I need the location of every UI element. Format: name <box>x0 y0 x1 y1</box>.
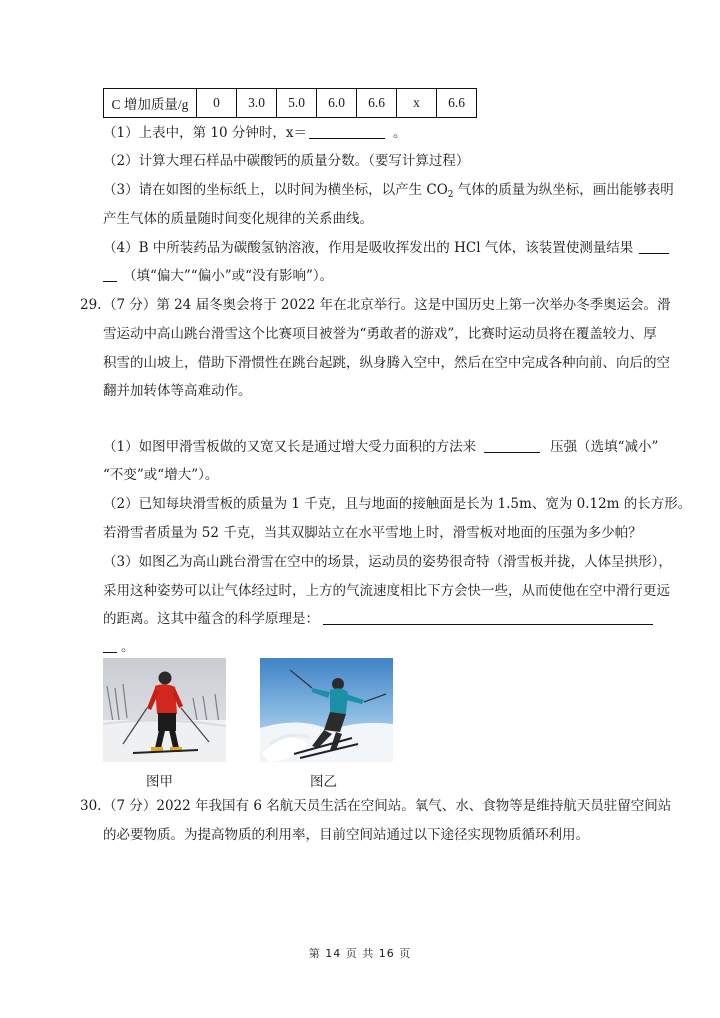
q29-intro-line2: 雪运动中高山跳台滑雪这个比赛项目被誉为“勇敢者的游戏”，比赛时运动员将在覆盖较力、厚 <box>103 326 657 342</box>
answer-blank[interactable] <box>484 438 540 453</box>
q30-line2: 的必要物质。为提高物质的利用率，目前空间站通过以下途径实现物质循环利用。 <box>103 827 589 843</box>
q28-sub3-line2: 产生气体的质量随时间变化规律的关系曲线。 <box>103 211 373 227</box>
q29-intro-line3: 积雪的山坡上，借助下滑惯性在跳台起跳，纵身腾入空中，然后在空中完成各种向前、向后的空 <box>103 355 670 371</box>
skier-blue-image <box>260 658 393 762</box>
table-cell: 5.0 <box>277 89 317 118</box>
page-footer: 第 14 页 共 16 页 <box>308 947 412 960</box>
table-cell: 6.6 <box>357 89 397 118</box>
mass-increase-table <box>103 88 477 118</box>
table-cell: 0 <box>197 89 237 118</box>
q29-sub1-line2: “不变”或“增大”）。 <box>103 467 219 483</box>
table-cell: x <box>397 89 437 118</box>
q29-number: 29. <box>80 297 102 313</box>
answer-blank[interactable] <box>103 638 117 653</box>
skier-red-image <box>103 658 226 762</box>
q28-sub4-line1: （4）B 中所装药品为碳酸氢钠溶液，作用是吸收挥发出的 HCl 气体，该装置使测量结果 <box>103 238 669 258</box>
table-cell: 3.0 <box>237 89 277 118</box>
answer-blank[interactable] <box>639 239 669 254</box>
q29-sub2-line2: 若滑雪者质量为 52 千克，当其双脚站立在水平雪地上时，滑雪板对地面的压强为多少帕？ <box>103 525 642 541</box>
answer-blank[interactable] <box>323 610 653 625</box>
table-cell: 6.0 <box>317 89 357 118</box>
q29-sub3-line1: （3）如图乙为高山跳台滑雪在空中的场景，运动员的姿势很奇特（滑雪板并拢，人体呈拱形）， <box>103 554 672 570</box>
q29-sub1-line1: （1）如图甲滑雪板做的又宽又长是通过增大受力面积的方法来 压强（选填“减小” <box>103 439 659 455</box>
q28-sub4-line2: （填“偏大”“偏小”或“没有影响”）。 <box>103 266 333 286</box>
q29-sub3-line3: 的距离。这其中蕴含的科学原理是： <box>103 609 653 629</box>
q28-sub2: （2）计算大理石样品中碳酸钙的质量分数。（要写计算过程） <box>103 153 470 169</box>
figure-b-caption: 图乙 <box>310 774 337 790</box>
table-cell: 6.6 <box>437 89 477 118</box>
q29-sub2-line1: （2）已知每块滑雪板的质量为 1 千克，且与地面的接触面是长为 1.5m、宽为 0.12m 的长方形。 <box>103 496 692 512</box>
q28-sub3-line1: （3）请在如图的坐标纸上，以时间为横坐标，以产生 $CO_2$ 气体的质量为纵坐标，画出能够表明 <box>103 182 674 200</box>
q30-number: 30. <box>80 798 102 814</box>
q28-sub1: （1）上表中，第 10 分钟时，x＝ 。 <box>103 125 407 141</box>
row-label-cell: C 增加质量/g <box>104 89 197 118</box>
q30-line1: （7 分）2022 年我国有 6 名航天员生活在空间站。氧气、水、食物等是维持航天员驻留空间站 <box>103 798 672 814</box>
table-row <box>104 89 477 118</box>
figure-a-caption: 图甲 <box>146 774 173 790</box>
q29-sub3-line2: 采用这种姿势可以让气体经过时，上方的气流速度相比下方会快一些，从而使他在空中滑行更远 <box>103 583 670 599</box>
figure-b-skier-photo <box>260 658 393 762</box>
answer-blank[interactable] <box>103 267 117 282</box>
figure-a-skier-photo <box>103 658 226 762</box>
q29-intro-line4: 翻并加转体等高难动作。 <box>103 383 252 399</box>
q29-intro-line1: （7 分）第 24 届冬奥会将于 2022 年在北京举行。这是中国历史上第一次举办冬季奥运会。滑 <box>103 297 671 313</box>
answer-blank[interactable] <box>309 124 385 139</box>
q29-sub3-line4: 。 <box>103 637 135 657</box>
